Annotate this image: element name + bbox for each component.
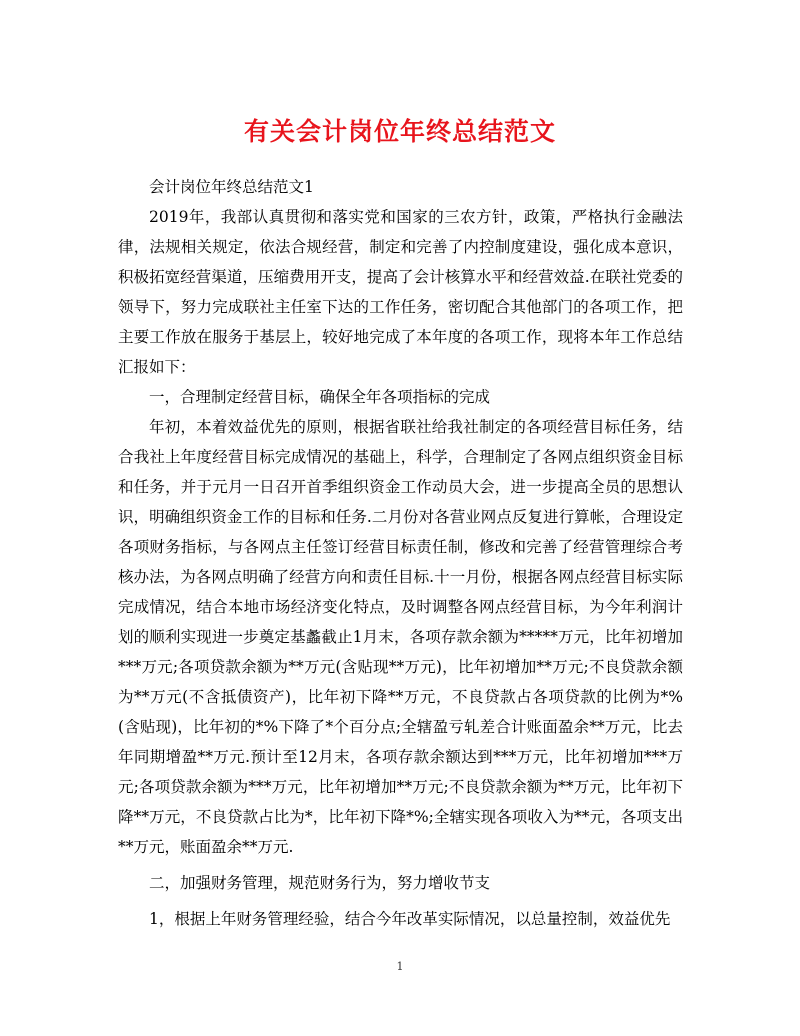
intro-paragraph: 2019年，我部认真贯彻和落实党和国家的三农方针，政策，严格执行金融法律，法规相关规定，依法合规经营，制定和完善了内控制度建设，强化成本意识，积极拓宽经营渠道，压缩费用开支，提高了会计核算水平和经营效益.在联社党委的领导下，努力完成联社主任室下达的工作任务，密切配合其他部门的各项工作，把主要工作放在服务于基层上，较好地完成了本年度的各项工作，现将本年工作总结汇报如下： [118, 208, 683, 376]
section-heading-1: 一，合理制定经营目标，确保全年各项指标的完成 [149, 388, 491, 406]
document-body [118, 172, 683, 934]
body-paragraph: 年初，本着效益优先的原则，根据省联社给我社制定的各项经营目标任务，结合我社上年度经营目标完成情况的基础上，科学，合理制定了各网点组织资金目标和任务，并于元月一日召开首季组织资金工作动员大会，进一步提高全员的思想认识，明确组织资金工作的目标和任务.二月份对各营业网点反复进行算帐，合理设定各项财务指标，与各网点主任签订经营目标责任制，修改和完善了经营管理综合考核办法，为各网点明确了经营方向和责任目标.十一月份，根据各网点经营目标实际完成情况，结合本地市场经济变化特点，及时调整各网点经营目标，为今年利润计划的顺利实现进一步奠定基蠡截止1月末，各项存款余额为*****万元，比年初增加***万元;各项贷款余额为**万元(含贴现**万元)，比年初增加**万元;不良贷款余额为**万元(不含抵债资产)，比年初下降**万元，不良贷款占各项贷款的比例为*%(含贴现)，比年初的*%下降了*个百分点;全辖盈亏轧差合计账面盈余**万元，比去年同期增盈**万元.预计至12月末，各项存款余额达到***万元，比年初增加***万元;各项贷款余额为***万元，比年初增加**万元;不良贷款余额为**万元，比年初下降**万元，不良贷款占比为*，比年初下降*%;全辖实现各项收入为**元，各项支出**万元，账面盈余**万元. [118, 418, 683, 856]
document-title: 有关会计岗位年终总结范文 [243, 117, 556, 146]
page-number: 1 [396, 960, 404, 973]
body-paragraph: 1，根据上年财务管理经验，结合今年改革实际情况，以总量控制，效益优先 [149, 910, 671, 928]
section-heading-2: 二，加强财务管理，规范财务行为，努力增收节支 [149, 874, 491, 892]
subtitle-paragraph: 会计岗位年终总结范文1 [149, 178, 314, 196]
